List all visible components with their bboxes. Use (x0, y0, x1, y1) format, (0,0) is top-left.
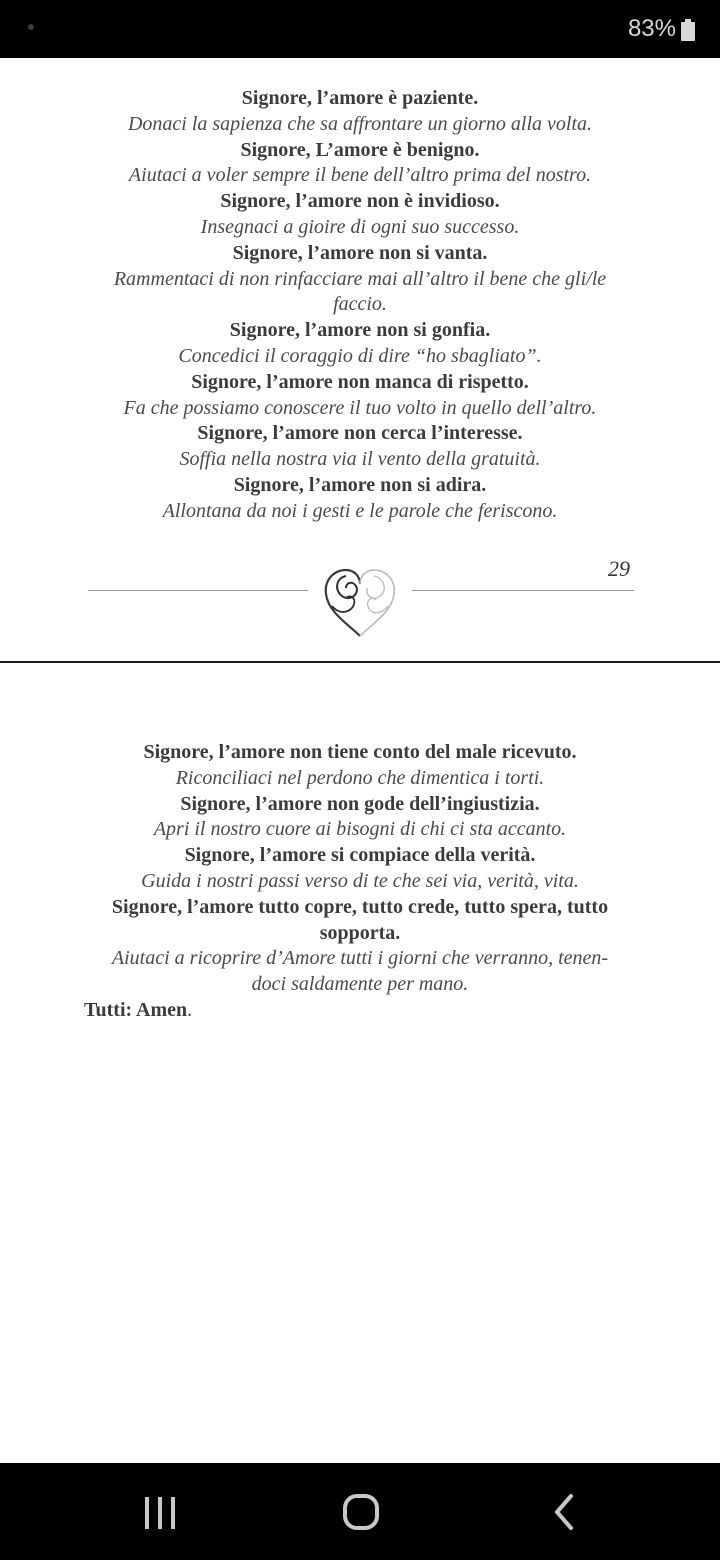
invocation-line: sopporta. (319, 921, 401, 944)
book-page-30 (0, 663, 720, 1463)
invocation-line: Signore, L’amore è benigno. (240, 138, 480, 161)
back-icon[interactable] (533, 1491, 593, 1535)
response-line: Apri il nostro cuore ai bisogni di chi ci sta accanto. (153, 818, 567, 841)
home-icon[interactable] (331, 1491, 391, 1535)
prayer-text-bottom (80, 740, 640, 1024)
response-line: doci saldamente per mano. (251, 973, 469, 996)
invocation-line: Signore, l’amore non è invidioso. (220, 190, 500, 213)
response-line: Rammentaci di non rinfacciare mai all’altro il bene che gli/le (113, 267, 607, 290)
invocation-line: Signore, l’amore non si gonfia. (229, 319, 491, 342)
response-line: Donaci la sapienza che sa affrontare un giorno alla volta. (127, 112, 593, 135)
status-bar (0, 0, 720, 58)
prayer-text-top (80, 86, 640, 525)
response-line: Insegnaci a gioire di ogni suo successo. (200, 215, 520, 238)
invocation-line: Signore, l’amore non si vanta. (232, 241, 488, 264)
response-line: Guida i nostri passi verso di te che sei via, verità, vita. (141, 869, 579, 892)
response-line: faccio. (333, 293, 387, 316)
invocation-line: Signore, l’amore non manca di rispetto. (191, 370, 529, 393)
invocation-line: Signore, l’amore tutto copre, tutto crede, tutto spera, tutto (111, 895, 609, 918)
ornament-rule-left (88, 590, 308, 591)
response-line: Fa che possiamo conoscere il tuo volto in quello dell’altro. (123, 396, 597, 419)
navigation-bar (0, 1463, 720, 1560)
book-page-29 (0, 58, 720, 661)
amen-text: Tutti: Amen (84, 998, 188, 1021)
invocation-line: Signore, l’amore non gode dell’ingiustizia. (180, 792, 540, 815)
response-line: Aiutaci a voler sempre il bene dell’altro prima del nostro. (128, 164, 592, 187)
invocation-line: Signore, l’amore non si adira. (233, 473, 487, 496)
heart-ornament-icon (318, 562, 402, 640)
battery-icon (680, 19, 696, 41)
response-line: Aiutaci a ricoprire d’Amore tutti i giorni che verranno, tenen- (111, 947, 609, 970)
invocation-line: Signore, l’amore non tiene conto del male ricevuto. (143, 741, 577, 763)
amen-period: . (187, 998, 193, 1021)
ornament-rule-right (412, 590, 634, 591)
recents-icon[interactable] (130, 1491, 190, 1535)
notification-dot-icon (28, 24, 34, 30)
response-line: Riconciliaci nel perdono che dimentica i torti. (175, 766, 545, 789)
response-line: Concedici il coraggio di dire “ho sbagliato”. (178, 344, 542, 367)
amen-line (84, 998, 640, 1024)
battery-percent: 83% (627, 15, 676, 42)
response-line: Soffia nella nostra via il vento della gratuità. (179, 448, 541, 471)
invocation-line: Signore, l’amore non cerca l’interesse. (197, 422, 523, 445)
invocation-line: Signore, l’amore si compiace della verità. (184, 844, 536, 867)
invocation-line: Signore, l’amore è paziente. (241, 87, 479, 109)
page-number: 29 (608, 556, 630, 581)
response-line: Allontana da noi i gesti e le parole che feriscono. (162, 499, 558, 522)
